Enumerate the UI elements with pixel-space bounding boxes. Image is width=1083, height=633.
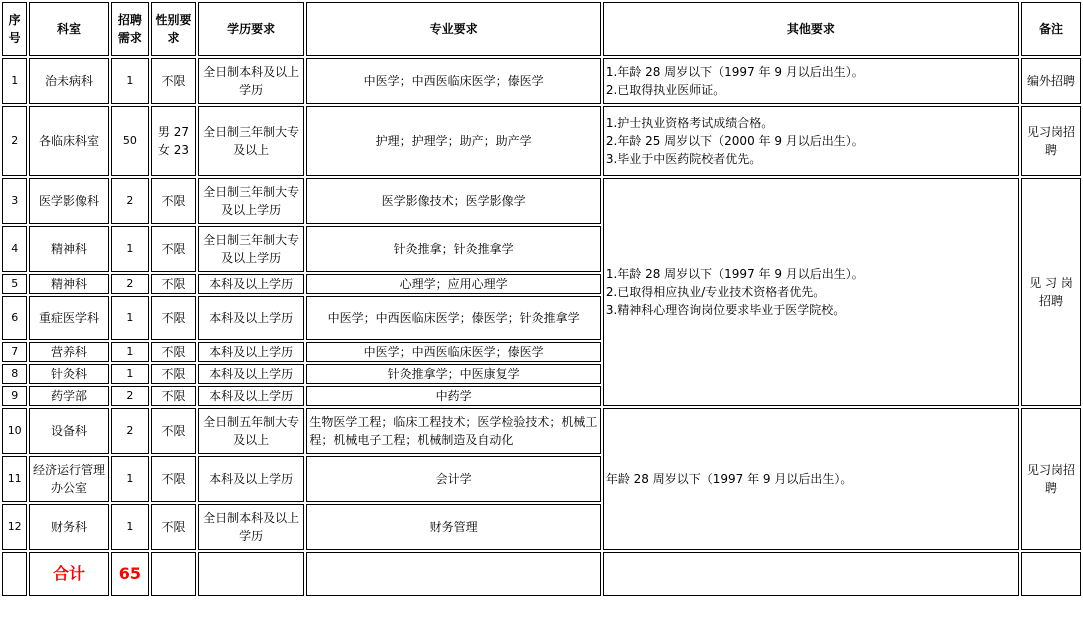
row-seq: 2 — [2, 106, 27, 176]
row-edu: 全日制本科及以上学历 — [198, 58, 305, 104]
row-seq: 7 — [2, 342, 27, 362]
header-dept: 科室 — [29, 2, 108, 56]
row-seq: 8 — [2, 364, 27, 384]
total-row — [2, 552, 1081, 596]
row-dept: 精神科 — [29, 274, 108, 294]
table-row — [2, 106, 1081, 176]
header-gender: 性别要求 — [151, 2, 196, 56]
row-dept: 治未病科 — [29, 58, 108, 104]
row-seq: 1 — [2, 58, 27, 104]
header-count: 招聘需求 — [111, 2, 150, 56]
row-seq: 11 — [2, 456, 27, 502]
row-gender: 不限 — [151, 342, 196, 362]
row-count: 2 — [111, 274, 150, 294]
header-edu: 学历要求 — [198, 2, 305, 56]
row-edu: 全日制三年制大专及以上学历 — [198, 226, 305, 272]
other-line: 1.年龄 28 周岁以下（1997 年 9 月以后出生）。 — [605, 267, 864, 281]
table-row — [2, 178, 1081, 224]
row-major: 护理；护理学；助产；助产学 — [306, 106, 600, 176]
row-seq: 6 — [2, 296, 27, 340]
total-note-empty — [1021, 552, 1081, 596]
row-edu: 本科及以上学历 — [198, 364, 305, 384]
row-note-merged: 见 习 岗 招聘 — [1021, 178, 1081, 406]
row-count: 1 — [111, 342, 150, 362]
header-major: 专业要求 — [306, 2, 600, 56]
header-seq: 序号 — [2, 2, 27, 56]
row-major: 财务管理 — [306, 504, 600, 550]
other-line: 1.年龄 28 周岁以下（1997 年 9 月以后出生）。 — [605, 65, 864, 79]
row-major: 中医学；中西医临床医学；傣医学 — [306, 342, 600, 362]
header-other: 其他要求 — [603, 2, 1019, 56]
row-count: 2 — [111, 178, 150, 224]
row-major: 中医学；中西医临床医学；傣医学；针灸推拿学 — [306, 296, 600, 340]
other-line: 3.精神科心理咨询岗位要求毕业于医学院校。 — [605, 303, 846, 317]
row-edu: 本科及以上学历 — [198, 296, 305, 340]
header-row — [2, 2, 1081, 56]
row-major: 中医学；中西医临床医学；傣医学 — [306, 58, 600, 104]
row-edu: 本科及以上学历 — [198, 342, 305, 362]
row-count: 1 — [111, 456, 150, 502]
row-dept: 经济运行管理办公室 — [29, 456, 108, 502]
other-line: 2.已取得相应执业/专业技术资格者优先。 — [605, 285, 826, 299]
row-gender: 不限 — [151, 178, 196, 224]
row-other-merged: 年龄 28 周岁以下（1997 年 9 月以后出生）。 — [603, 408, 1019, 550]
row-major: 针灸推拿学；中医康复学 — [306, 364, 600, 384]
row-edu: 全日制三年制大专及以上学历 — [198, 178, 305, 224]
row-dept: 营养科 — [29, 342, 108, 362]
row-dept: 设备科 — [29, 408, 108, 454]
total-gender-empty — [151, 552, 196, 596]
row-seq: 10 — [2, 408, 27, 454]
row-major: 会计学 — [306, 456, 600, 502]
row-dept: 各临床科室 — [29, 106, 108, 176]
other-line: 1.护士执业资格考试成绩合格。 — [605, 116, 774, 130]
row-count: 1 — [111, 296, 150, 340]
total-edu-empty — [198, 552, 305, 596]
row-edu: 本科及以上学历 — [198, 386, 305, 406]
row-count: 2 — [111, 386, 150, 406]
other-line: 2.年龄 25 周岁以下（2000 年 9 月以后出生）。 — [605, 134, 864, 148]
row-edu: 本科及以上学历 — [198, 274, 305, 294]
row-major: 心理学；应用心理学 — [306, 274, 600, 294]
row-dept: 医学影像科 — [29, 178, 108, 224]
table-row — [2, 58, 1081, 104]
row-gender: 不限 — [151, 408, 196, 454]
row-gender: 不限 — [151, 296, 196, 340]
header-note: 备注 — [1021, 2, 1081, 56]
row-count: 2 — [111, 408, 150, 454]
row-edu: 全日制三年制大专及以上 — [198, 106, 305, 176]
table-row — [2, 408, 1081, 454]
row-count: 1 — [111, 364, 150, 384]
row-gender: 不限 — [151, 456, 196, 502]
row-other — [603, 106, 1019, 176]
row-gender: 不限 — [151, 504, 196, 550]
row-dept: 药学部 — [29, 386, 108, 406]
row-seq: 9 — [2, 386, 27, 406]
row-count: 1 — [111, 58, 150, 104]
row-major: 医学影像技术；医学影像学 — [306, 178, 600, 224]
row-gender: 不限 — [151, 274, 196, 294]
row-other — [603, 58, 1019, 104]
row-count: 50 — [111, 106, 150, 176]
row-count: 1 — [111, 504, 150, 550]
row-seq: 5 — [2, 274, 27, 294]
row-count: 1 — [111, 226, 150, 272]
row-edu: 本科及以上学历 — [198, 456, 305, 502]
row-gender: 不限 — [151, 386, 196, 406]
row-dept: 精神科 — [29, 226, 108, 272]
row-dept: 针灸科 — [29, 364, 108, 384]
row-note: 编外招聘 — [1021, 58, 1081, 104]
other-line: 2.已取得执业医师证。 — [605, 83, 726, 97]
row-dept: 财务科 — [29, 504, 108, 550]
other-line: 3.毕业于中医药院校者优先。 — [605, 152, 762, 166]
row-note-merged: 见习岗招聘 — [1021, 408, 1081, 550]
row-note: 见习岗招聘 — [1021, 106, 1081, 176]
row-seq: 4 — [2, 226, 27, 272]
total-other-empty — [603, 552, 1019, 596]
row-seq: 12 — [2, 504, 27, 550]
total-label: 合计 — [29, 552, 108, 596]
row-gender: 不限 — [151, 364, 196, 384]
total-value: 65 — [111, 552, 150, 596]
row-edu: 全日制五年制大专及以上 — [198, 408, 305, 454]
row-major: 生物医学工程；临床工程技术；医学检验技术；机械工程；机械电子工程；机械制造及自动化 — [306, 408, 600, 454]
row-gender: 男 27 女 23 — [151, 106, 196, 176]
row-edu: 全日制本科及以上学历 — [198, 504, 305, 550]
row-gender: 不限 — [151, 58, 196, 104]
total-major-empty — [306, 552, 600, 596]
row-dept: 重症医学科 — [29, 296, 108, 340]
row-major: 中药学 — [306, 386, 600, 406]
row-gender: 不限 — [151, 226, 196, 272]
total-seq-empty — [2, 552, 27, 596]
row-major: 针灸推拿；针灸推拿学 — [306, 226, 600, 272]
row-seq: 3 — [2, 178, 27, 224]
row-other-merged — [603, 178, 1019, 406]
